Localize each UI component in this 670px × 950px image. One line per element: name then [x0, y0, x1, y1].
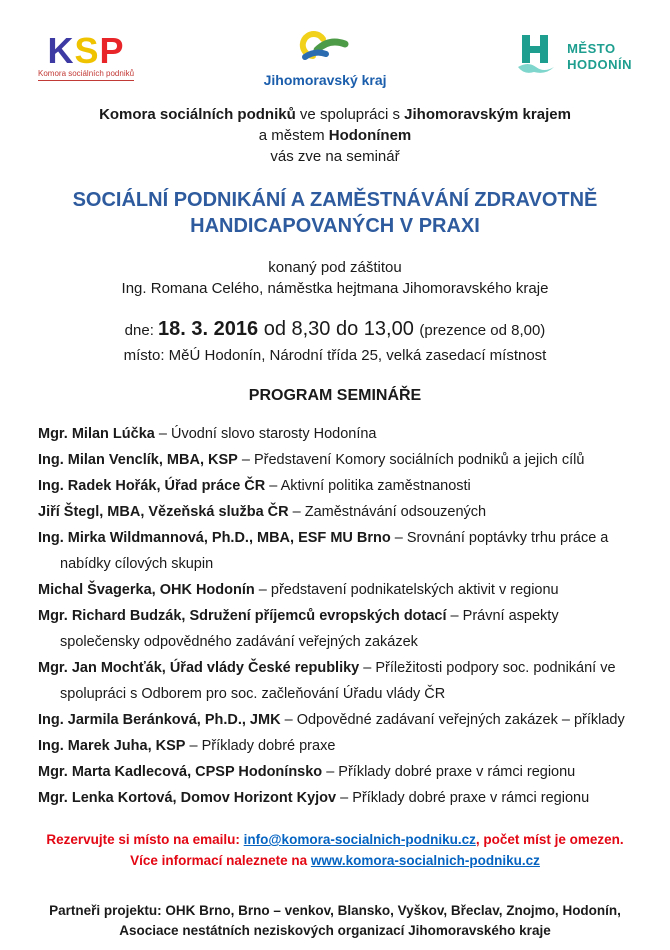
program-item: Mgr. Richard Budzák, Sdružení příjemců evropských dotací – Právní aspekty společensky odpovědného zadávání veřejných zakázek [38, 608, 559, 650]
date-line: dne: 18. 3. 2016 od 8,30 do 13,00 (prezence od 8,00) [124, 318, 546, 340]
hodonin-logo [516, 31, 632, 84]
date-value: 18. 3. 2016 [158, 318, 259, 340]
patronage: konaný pod záštitou Ing. Romana Celého, náměstka hejtmana Jihomoravského kraje [121, 259, 549, 297]
jmk-swoosh-icon [299, 26, 351, 71]
email-link[interactable]: info@komora-socialnich-podniku.cz [243, 832, 476, 847]
jmk-logo-label: Jihomoravský kraj [263, 72, 387, 88]
program-item: Michal Švagerka, OHK Hodonín – představení podnikatelských aktivit v regionu [38, 582, 559, 598]
reservation-line-2: Více informací naleznete na www.komora-socialnich-podniku.cz [130, 853, 540, 868]
intro-line-2: a městem Hodonínem [258, 127, 412, 144]
program-item: Mgr. Jan Mochťák, Úřad vlády České republiky – Příležitosti podpory soc. podnikání ve spolupráci s Odborem pro soc. začleňování Úřadu vlády ČR [38, 660, 616, 702]
place-line: místo: MěÚ Hodonín, Národní třída 25, velká zasedací místnost [123, 347, 547, 364]
intro-text [38, 104, 632, 167]
program-item: Jiří Štegl, MBA, Vězeňská služba ČR – Zaměstnávání odsouzených [38, 504, 487, 520]
reservation-line-1: Rezervujte si místo na emailu: info@komora-socialnich-podniku.cz, počet míst je omezen. [46, 832, 624, 847]
program-item: Ing. Mirka Wildmannová, Ph.D., MBA, ESF MU Brno – Srovnání poptávky trhu práce a nabídky cílových skupin [38, 530, 609, 572]
partners-note: Partneři projektu: OHK Brno, Brno – venkov, Blansko, Vyškov, Břeclav, Znojmo, Hodonín, Asociace nestátních neziskových organizací Jihomoravského kraje [49, 903, 621, 938]
hodonin-h-wave-icon [516, 31, 558, 84]
program-list [38, 421, 632, 811]
program-item: Mgr. Lenka Kortová, Domov Horizont Kyjov – Příklady dobré praxe v rámci regionu [38, 790, 590, 806]
program-item: Mgr. Milan Lúčka – Úvodní slovo starosty Hodonína [38, 426, 377, 442]
program-heading: PROGRAM SEMINÁŘE [248, 387, 422, 404]
program-item: Ing. Milan Venclík, MBA, KSP – Představení Komory sociálních podniků a jejich cílů [38, 452, 585, 468]
program-item: Ing. Radek Hořák, Úřad práce ČR – Aktivní politika zaměstnanosti [38, 478, 471, 494]
intro-line-3: vás zve na seminář [270, 148, 400, 165]
program-item: Ing. Jarmila Beránková, Ph.D., JMK – Odpovědné zadávaní veřejných zakázek – příklady [38, 712, 625, 728]
hodonin-logo-text: MĚSTO HODONÍN [567, 41, 632, 72]
seminar-title: SOCIÁLNÍ PODNIKÁNÍ A ZAMĚSTNÁVÁNÍ ZDRAVOTNĚ HANDICAPOVANÝCH V PRAXI [72, 189, 598, 237]
jmk-logo [264, 26, 387, 88]
reservation-note [38, 829, 632, 871]
website-link[interactable]: www.komora-socialnich-podniku.cz [310, 853, 540, 868]
ksp-wordmark: KSP [47, 29, 125, 71]
logo-row [38, 26, 632, 88]
program-item: Ing. Marek Juha, KSP – Příklady dobré praxe [38, 738, 336, 754]
ksp-logo [38, 29, 135, 81]
program-item: Mgr. Marta Kadlecová, CPSP Hodonínsko – Příklady dobré praxe v rámci regionu [38, 764, 576, 780]
intro-line-1: Komora sociálních podniků ve spolupráci s Jihomoravským krajem [99, 106, 571, 123]
ksp-logo-subtitle: Komora sociálních podniků [38, 69, 134, 81]
